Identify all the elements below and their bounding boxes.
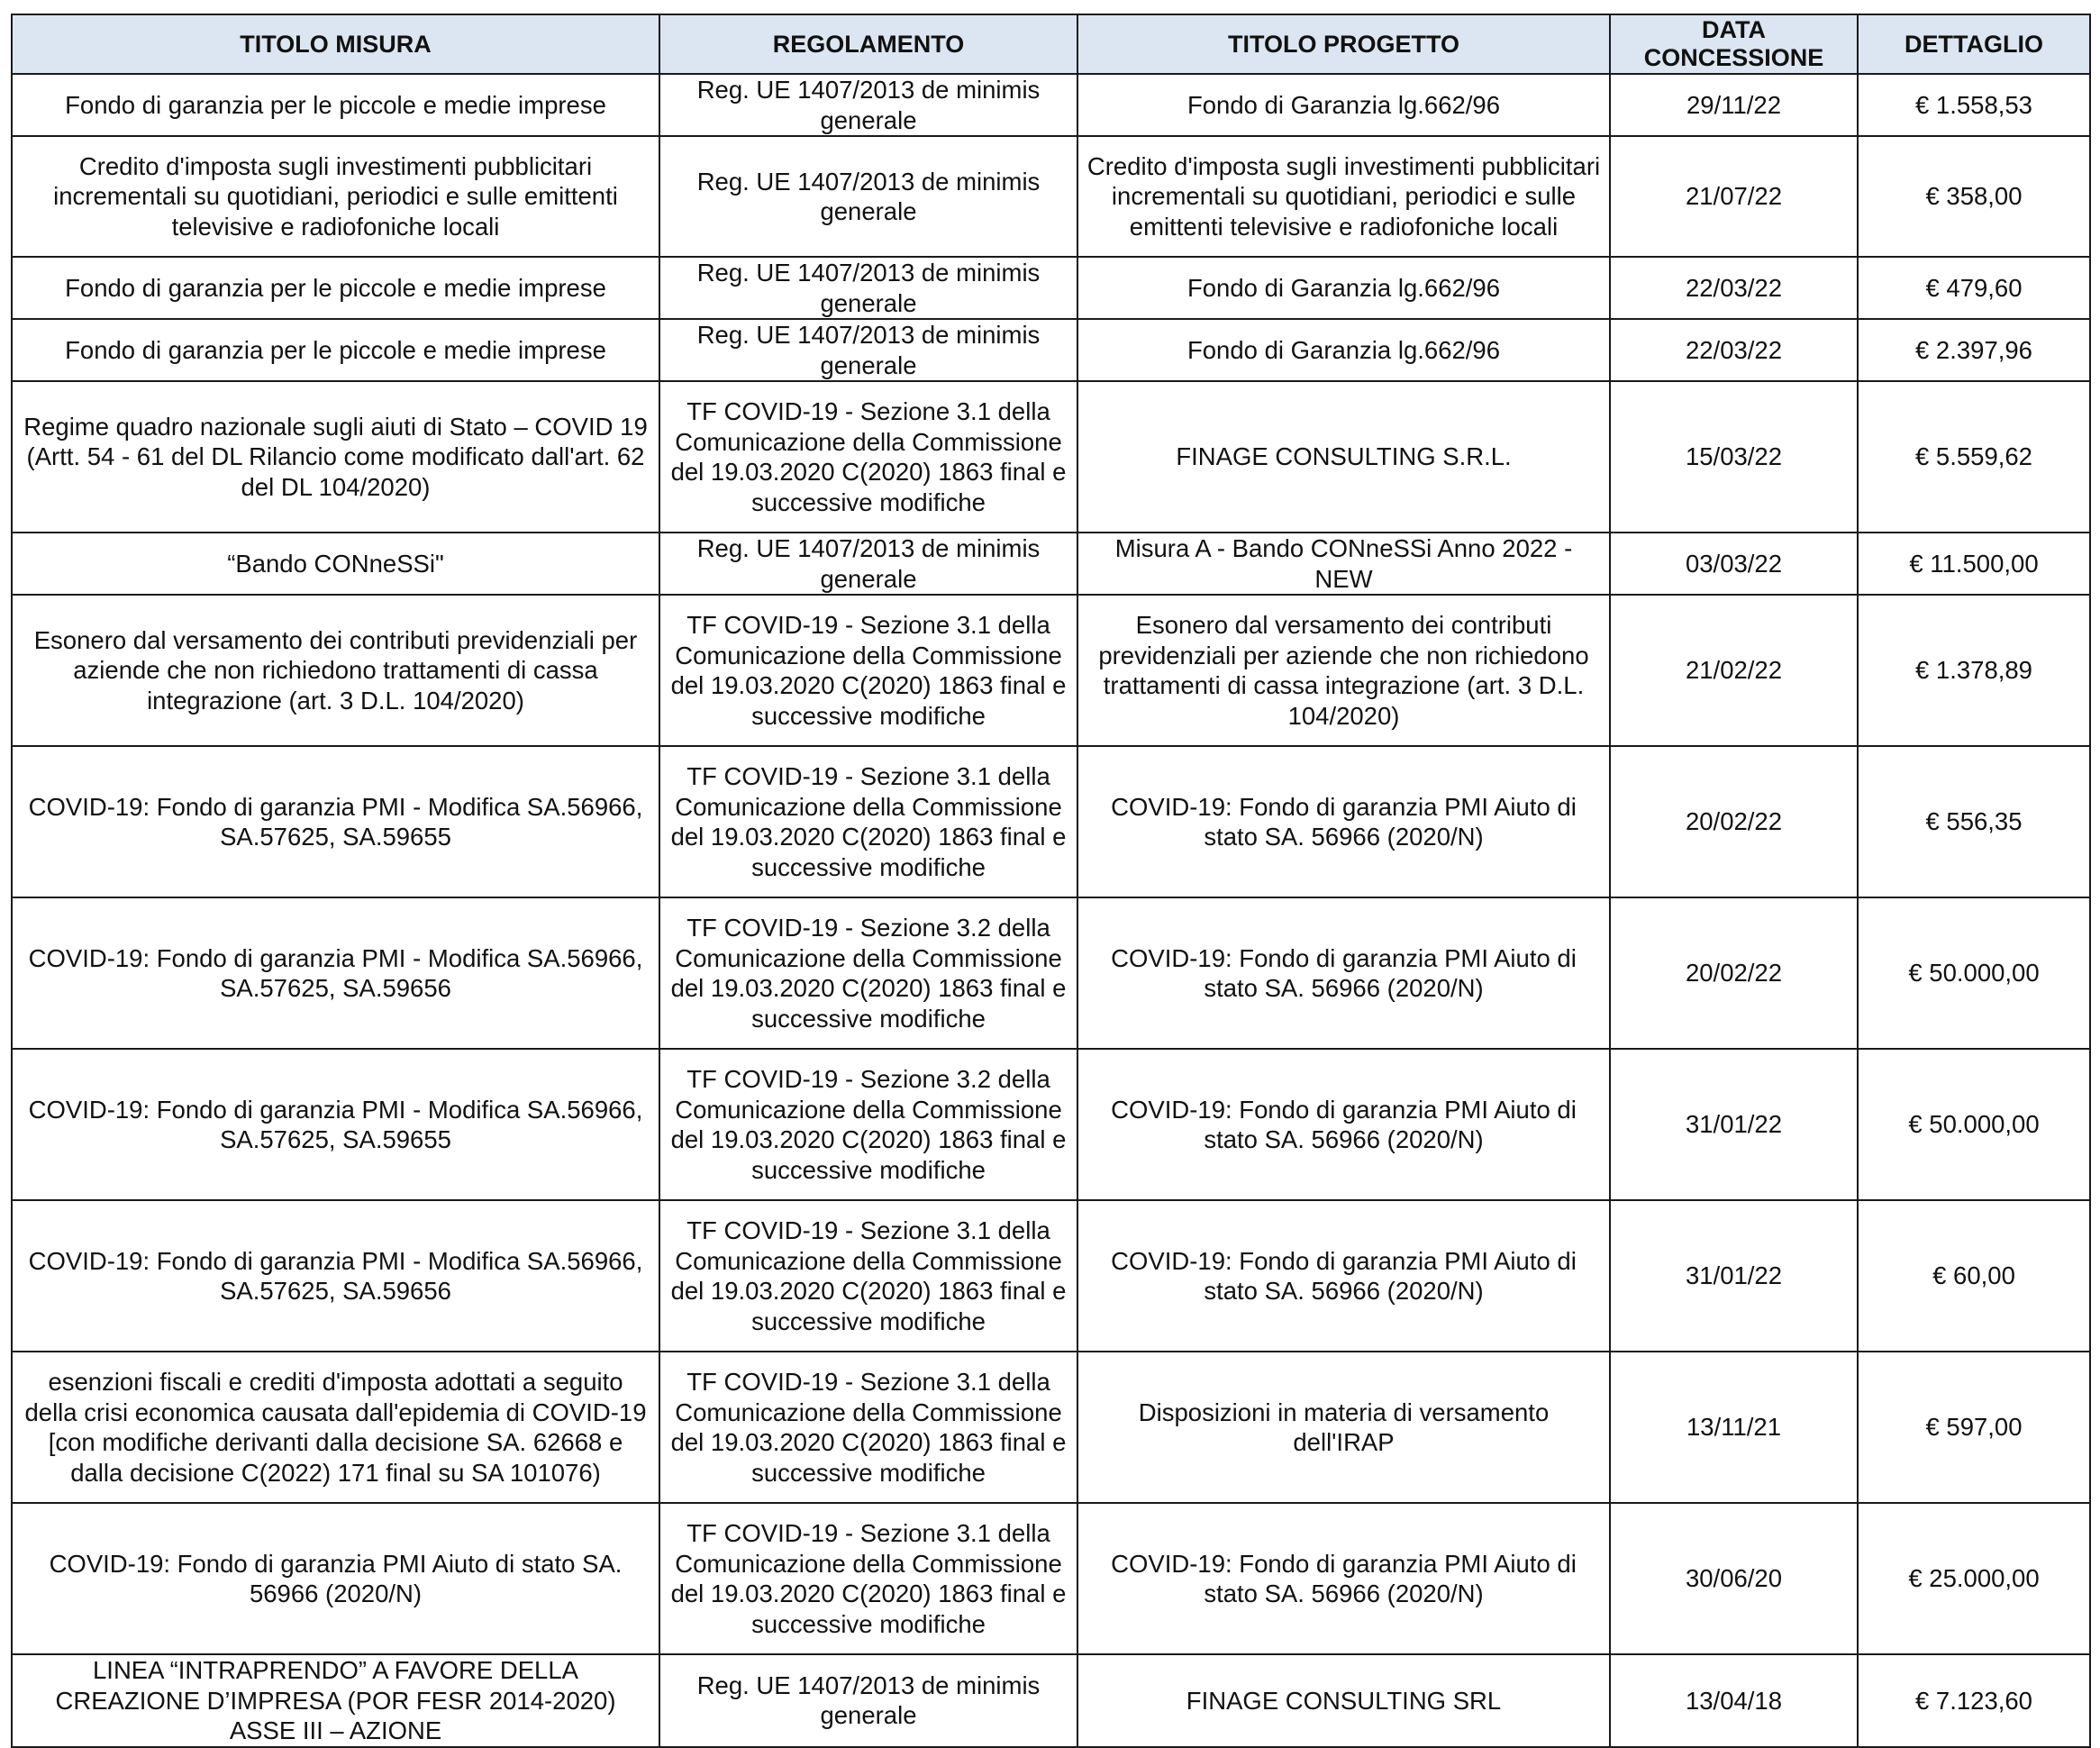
cell-titolo-progetto: Fondo di Garanzia lg.662/96 bbox=[1077, 319, 1610, 381]
cell-titolo-misura: COVID-19: Fondo di garanzia PMI - Modifica SA.56966, SA.57625, SA.59655 bbox=[12, 746, 659, 897]
cell-titolo-misura: Esonero dal versamento dei contributi previdenziali per aziende che non richiedono trattamenti di cassa integrazione (art. 3 D.L. 104/2020) bbox=[12, 595, 659, 746]
cell-titolo-misura: Fondo di garanzia per le piccole e medie imprese bbox=[12, 257, 659, 319]
cell-regolamento: TF COVID-19 - Sezione 3.1 della Comunicazione della Commissione del 19.03.2020 C(2020) 1863 final e successive modifiche bbox=[659, 1503, 1077, 1654]
table-row bbox=[12, 1352, 2090, 1503]
header-row bbox=[12, 14, 2090, 74]
cell-titolo-misura: “Bando CONneSSi" bbox=[12, 533, 659, 595]
cell-dettaglio: € 597,00 bbox=[1858, 1352, 2090, 1503]
cell-titolo-misura: Regime quadro nazionale sugli aiuti di Stato – COVID 19 (Artt. 54 - 61 del DL Rilancio come modificato dall'art. 62 del DL 104/2020) bbox=[12, 381, 659, 533]
table-row bbox=[12, 746, 2090, 897]
cell-titolo-progetto: COVID-19: Fondo di garanzia PMI Aiuto di stato SA. 56966 (2020/N) bbox=[1077, 1200, 1610, 1352]
cell-data-concessione: 20/02/22 bbox=[1610, 746, 1858, 897]
cell-data-concessione: 31/01/22 bbox=[1610, 1049, 1858, 1200]
cell-titolo-misura: Fondo di garanzia per le piccole e medie imprese bbox=[12, 74, 659, 136]
cell-dettaglio: € 5.559,62 bbox=[1858, 381, 2090, 533]
cell-titolo-progetto: Misura A - Bando CONneSSi Anno 2022 - NEW bbox=[1077, 533, 1610, 595]
cell-titolo-misura: COVID-19: Fondo di garanzia PMI Aiuto di stato SA. 56966 (2020/N) bbox=[12, 1503, 659, 1654]
cell-dettaglio: € 1.558,53 bbox=[1858, 74, 2090, 136]
cell-titolo-progetto: COVID-19: Fondo di garanzia PMI Aiuto di stato SA. 56966 (2020/N) bbox=[1077, 746, 1610, 897]
cell-titolo-progetto: Fondo di Garanzia lg.662/96 bbox=[1077, 257, 1610, 319]
cell-regolamento: TF COVID-19 - Sezione 3.1 della Comunicazione della Commissione del 19.03.2020 C(2020) 1863 final e successive modifiche bbox=[659, 381, 1077, 533]
table-row bbox=[12, 1200, 2090, 1352]
cell-regolamento: TF COVID-19 - Sezione 3.2 della Comunicazione della Commissione del 19.03.2020 C(2020) 1863 final e successive modifiche bbox=[659, 897, 1077, 1049]
cell-regolamento: Reg. UE 1407/2013 de minimis generale bbox=[659, 257, 1077, 319]
cell-dettaglio: € 50.000,00 bbox=[1858, 897, 2090, 1049]
cell-titolo-progetto: COVID-19: Fondo di garanzia PMI Aiuto di stato SA. 56966 (2020/N) bbox=[1077, 1049, 1610, 1200]
cell-titolo-progetto: Esonero dal versamento dei contributi previdenziali per aziende che non richiedono trattamenti di cassa integrazione (art. 3 D.L. 104/2020) bbox=[1077, 595, 1610, 746]
cell-data-concessione: 13/11/21 bbox=[1610, 1352, 1858, 1503]
table-row bbox=[12, 381, 2090, 533]
cell-titolo-misura: COVID-19: Fondo di garanzia PMI - Modifica SA.56966, SA.57625, SA.59655 bbox=[12, 1049, 659, 1200]
cell-regolamento: TF COVID-19 - Sezione 3.1 della Comunicazione della Commissione del 19.03.2020 C(2020) 1863 final e successive modifiche bbox=[659, 746, 1077, 897]
cell-regolamento: Reg. UE 1407/2013 de minimis generale bbox=[659, 1654, 1077, 1747]
cell-dettaglio: € 11.500,00 bbox=[1858, 533, 2090, 595]
table-row bbox=[12, 595, 2090, 746]
cell-titolo-misura: Fondo di garanzia per le piccole e medie imprese bbox=[12, 319, 659, 381]
cell-regolamento: Reg. UE 1407/2013 de minimis generale bbox=[659, 74, 1077, 136]
cell-regolamento: Reg. UE 1407/2013 de minimis generale bbox=[659, 533, 1077, 595]
cell-titolo-misura: COVID-19: Fondo di garanzia PMI - Modifica SA.56966, SA.57625, SA.59656 bbox=[12, 897, 659, 1049]
cell-regolamento: TF COVID-19 - Sezione 3.2 della Comunicazione della Commissione del 19.03.2020 C(2020) 1863 final e successive modifiche bbox=[659, 1049, 1077, 1200]
aid-table bbox=[11, 14, 2091, 1748]
table-row bbox=[12, 1049, 2090, 1200]
cell-titolo-misura: esenzioni fiscali e crediti d'imposta adottati a seguito della crisi economica causata dall'epidemia di COVID-19 [con modifiche derivanti dalla decisione SA. 62668 e dalla decisione C(2022) 171 final su SA 101076) bbox=[12, 1352, 659, 1503]
cell-titolo-progetto: FINAGE CONSULTING S.R.L. bbox=[1077, 381, 1610, 533]
cell-data-concessione: 21/07/22 bbox=[1610, 136, 1858, 257]
table-row bbox=[12, 136, 2090, 257]
table-row bbox=[12, 897, 2090, 1049]
header-titolo-misura: TITOLO MISURA bbox=[12, 14, 659, 74]
cell-dettaglio: € 50.000,00 bbox=[1858, 1049, 2090, 1200]
table-row bbox=[12, 1503, 2090, 1654]
cell-data-concessione: 22/03/22 bbox=[1610, 319, 1858, 381]
table-row bbox=[12, 1654, 2090, 1747]
cell-regolamento: TF COVID-19 - Sezione 3.1 della Comunicazione della Commissione del 19.03.2020 C(2020) 1863 final e successive modifiche bbox=[659, 1200, 1077, 1352]
cell-data-concessione: 22/03/22 bbox=[1610, 257, 1858, 319]
cell-data-concessione: 03/03/22 bbox=[1610, 533, 1858, 595]
cell-titolo-progetto: COVID-19: Fondo di garanzia PMI Aiuto di stato SA. 56966 (2020/N) bbox=[1077, 897, 1610, 1049]
cell-titolo-progetto: FINAGE CONSULTING SRL bbox=[1077, 1654, 1610, 1747]
cell-regolamento: Reg. UE 1407/2013 de minimis generale bbox=[659, 136, 1077, 257]
cell-regolamento: Reg. UE 1407/2013 de minimis generale bbox=[659, 319, 1077, 381]
cell-titolo-progetto: Credito d'imposta sugli investimenti pubblicitari incrementali su quotidiani, periodici e sulle emittenti televisive e radiofoniche locali bbox=[1077, 136, 1610, 257]
cell-data-concessione: 31/01/22 bbox=[1610, 1200, 1858, 1352]
cell-data-concessione: 29/11/22 bbox=[1610, 74, 1858, 136]
cell-titolo-misura: COVID-19: Fondo di garanzia PMI - Modifica SA.56966, SA.57625, SA.59656 bbox=[12, 1200, 659, 1352]
cell-dettaglio: € 1.378,89 bbox=[1858, 595, 2090, 746]
cell-titolo-misura: LINEA “INTRAPRENDO” A FAVORE DELLA CREAZIONE D’IMPRESA (POR FESR 2014-2020) ASSE III – AZIONE bbox=[12, 1654, 659, 1747]
cell-titolo-progetto: Disposizioni in materia di versamento dell'IRAP bbox=[1077, 1352, 1610, 1503]
cell-titolo-progetto: COVID-19: Fondo di garanzia PMI Aiuto di stato SA. 56966 (2020/N) bbox=[1077, 1503, 1610, 1654]
cell-dettaglio: € 556,35 bbox=[1858, 746, 2090, 897]
header-data-concessione: DATA CONCESSIONE bbox=[1610, 14, 1858, 74]
cell-titolo-progetto: Fondo di Garanzia lg.662/96 bbox=[1077, 74, 1610, 136]
cell-titolo-misura: Credito d'imposta sugli investimenti pubblicitari incrementali su quotidiani, periodici e sulle emittenti televisive e radiofoniche locali bbox=[12, 136, 659, 257]
header-regolamento: REGOLAMENTO bbox=[659, 14, 1077, 74]
cell-dettaglio: € 2.397,96 bbox=[1858, 319, 2090, 381]
table-row bbox=[12, 319, 2090, 381]
cell-dettaglio: € 60,00 bbox=[1858, 1200, 2090, 1352]
table-row bbox=[12, 533, 2090, 595]
table-row bbox=[12, 74, 2090, 136]
cell-dettaglio: € 358,00 bbox=[1858, 136, 2090, 257]
cell-dettaglio: € 7.123,60 bbox=[1858, 1654, 2090, 1747]
cell-regolamento: TF COVID-19 - Sezione 3.1 della Comunicazione della Commissione del 19.03.2020 C(2020) 1863 final e successive modifiche bbox=[659, 595, 1077, 746]
table-row bbox=[12, 257, 2090, 319]
cell-regolamento: TF COVID-19 - Sezione 3.1 della Comunicazione della Commissione del 19.03.2020 C(2020) 1863 final e successive modifiche bbox=[659, 1352, 1077, 1503]
cell-data-concessione: 15/03/22 bbox=[1610, 381, 1858, 533]
header-titolo-progetto: TITOLO PROGETTO bbox=[1077, 14, 1610, 74]
cell-data-concessione: 20/02/22 bbox=[1610, 897, 1858, 1049]
cell-dettaglio: € 479,60 bbox=[1858, 257, 2090, 319]
cell-data-concessione: 21/02/22 bbox=[1610, 595, 1858, 746]
cell-dettaglio: € 25.000,00 bbox=[1858, 1503, 2090, 1654]
header-dettaglio: DETTAGLIO bbox=[1858, 14, 2090, 74]
cell-data-concessione: 13/04/18 bbox=[1610, 1654, 1858, 1747]
cell-data-concessione: 30/06/20 bbox=[1610, 1503, 1858, 1654]
